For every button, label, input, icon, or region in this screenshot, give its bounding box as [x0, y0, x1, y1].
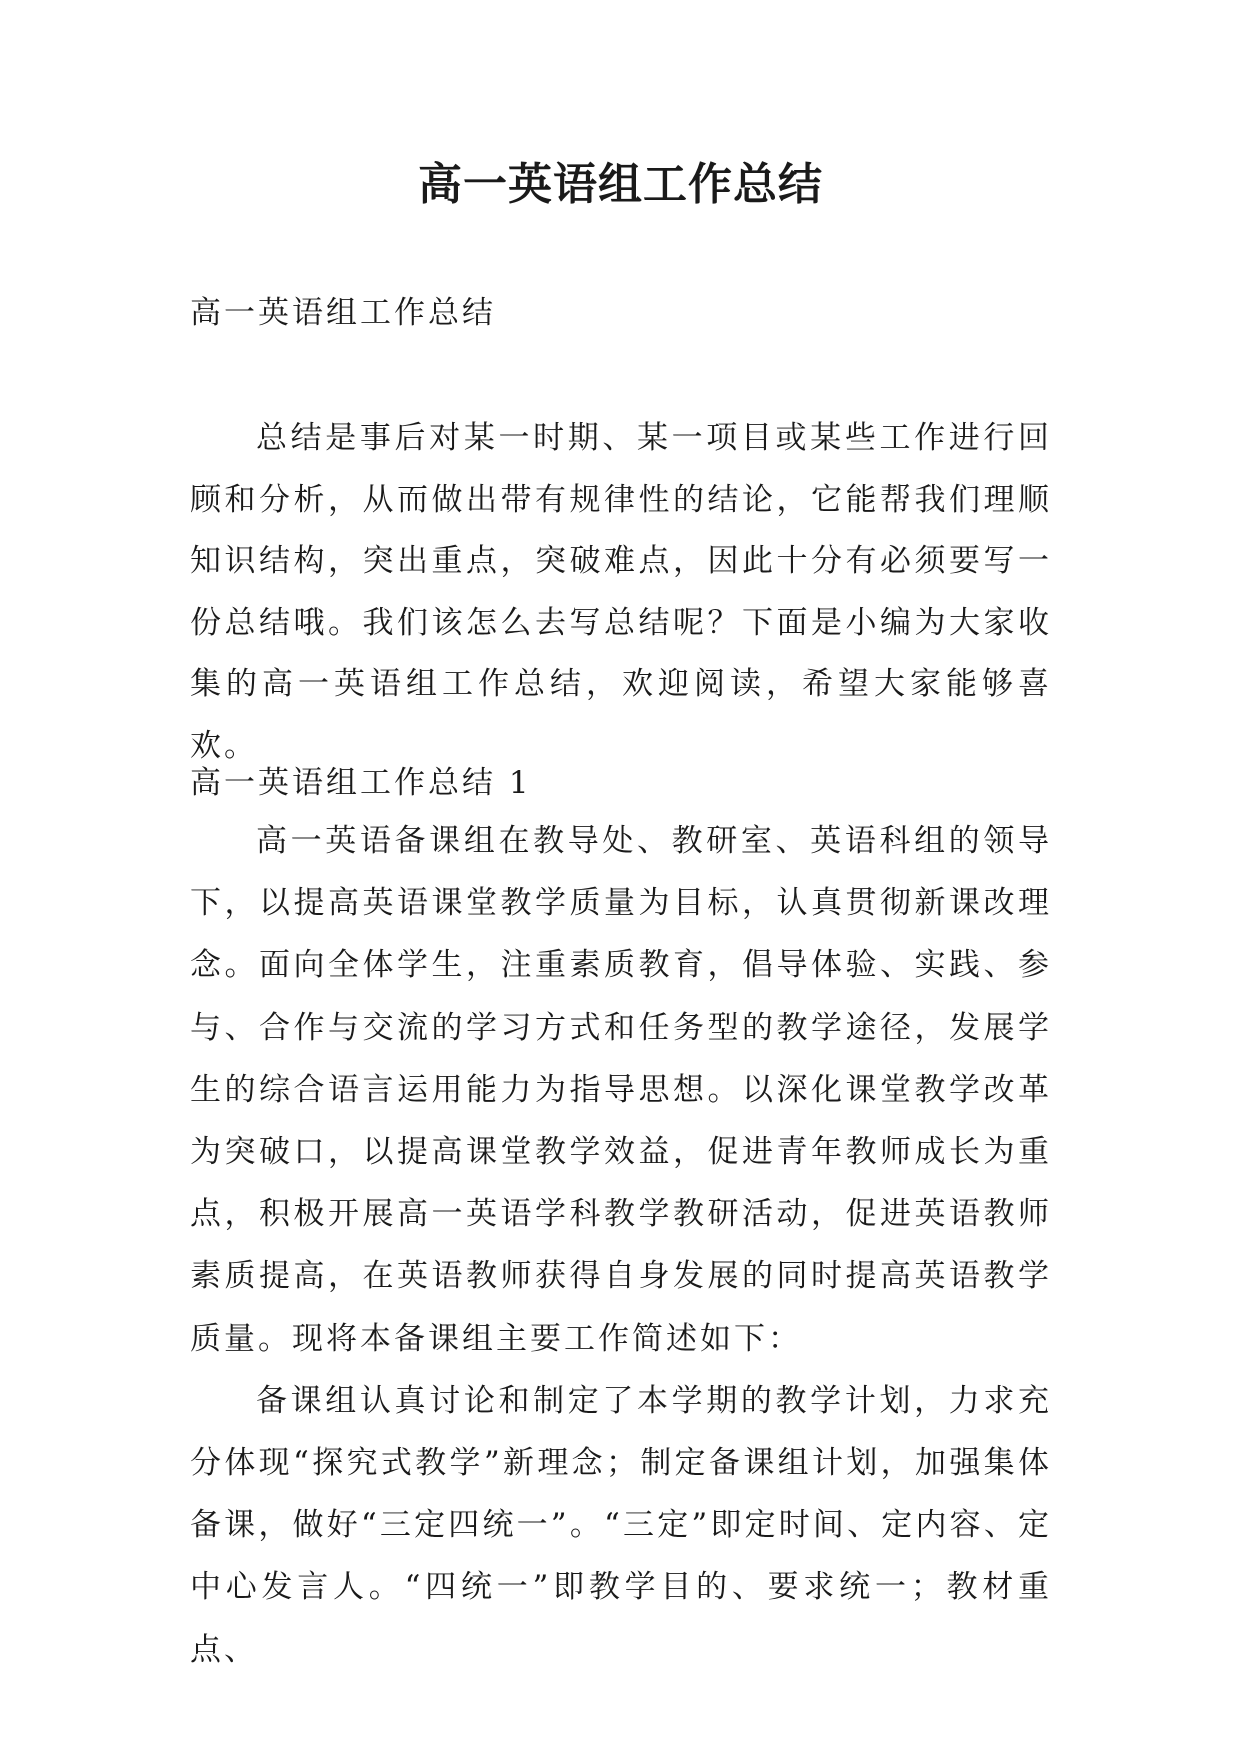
- document-subtitle: 高一英语组工作总结: [190, 295, 496, 331]
- section-body: [190, 810, 1052, 1681]
- body-paragraph: 高一英语备课组在教导处、教研室、英语科组的领导下，以提高英语课堂教学质量为目标，认真贯彻新课改理念。面向全体学生，注重素质教育，倡导体验、实践、参与、合作与交流的学习方式和任务型的教学途径，发展学生的综合语言运用能力为指导思想。以深化课堂教学改革为突破口，以提高课堂教学效益，促进青年教师成长为重点，积极开展高一英语学科教学教研活动，促进英语教师素质提高，在英语教师获得自身发展的同时提高英语教学质量。现将本备课组主要工作简述如下：: [190, 823, 1052, 1357]
- body-paragraph: 备课组认真讨论和制定了本学期的教学计划，力求充分体现“探究式教学”新理念；制定备课组计划，加强集体备课，做好“三定四统一”。“三定”即定时间、定内容、定中心发言人。“四统一”即教学目的、要求统一；教材重点、: [190, 1382, 1052, 1668]
- section-heading: 高一英语组工作总结 1: [190, 765, 532, 801]
- intro-paragraph: 总结是事后对某一时期、某一项目或某些工作进行回顾和分析，从而做出带有规律性的结论，它能帮我们理顺知识结构，突出重点，突破难点，因此十分有必须要写一份总结哦。我们该怎么去写总结呢？下面是小编为大家收集的高一英语组工作总结，欢迎阅读，希望大家能够喜欢。: [190, 420, 1052, 764]
- document-title: 高一英语组工作总结: [418, 159, 823, 210]
